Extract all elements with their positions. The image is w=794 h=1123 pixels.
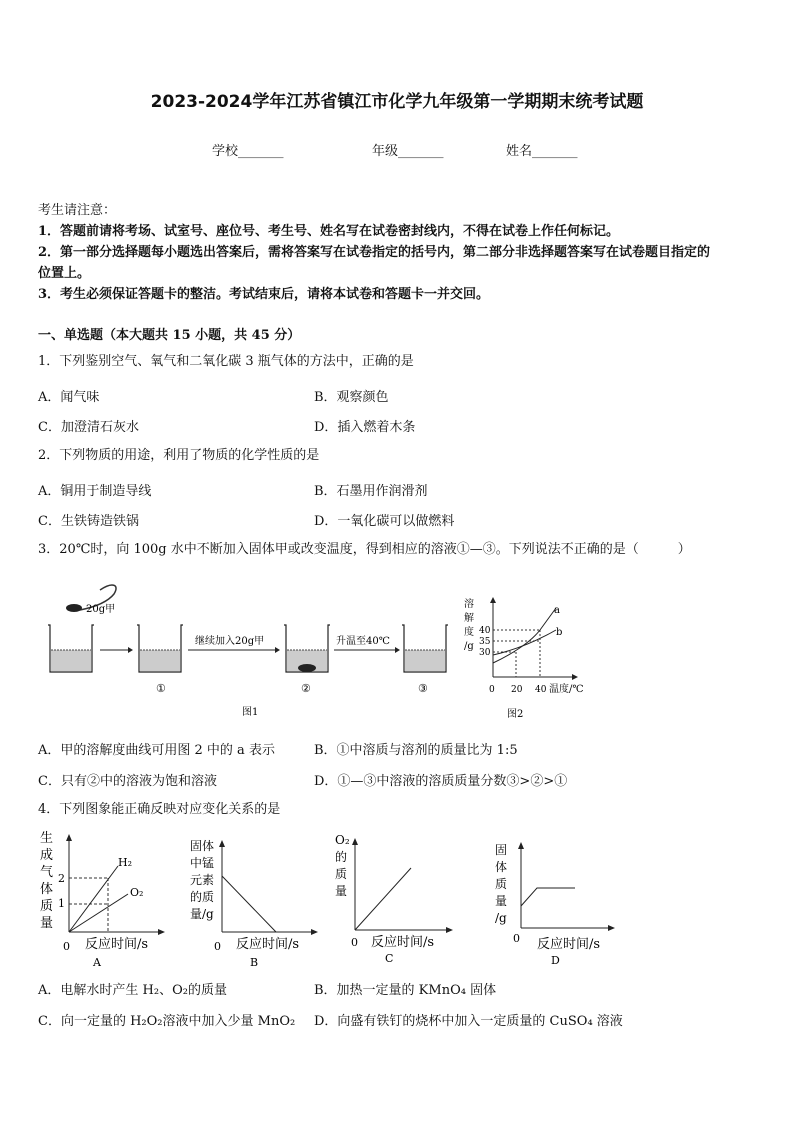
ga-ylabel-1: 成 — [40, 848, 54, 863]
notice-heading: 考生请注意： — [38, 203, 117, 218]
gc-ylabel-3: 量 — [335, 884, 348, 898]
fig2-ylabel-2: 度 — [464, 627, 474, 638]
q3-stem: 3．20℃时，向 100g 水中不断加入固体甲或改变温度，得到相应的溶液①—③。下列说法不正确的是（ ） — [38, 542, 691, 557]
q1-option-b: B．观察颜色 — [314, 390, 389, 405]
fig2-ylabel-1: 解 — [464, 613, 474, 624]
ga-ytick-1: 1 — [58, 897, 65, 910]
gb-xlabel: 反应时间/s — [236, 937, 300, 952]
q4-option-c: C．向一定量的 H₂O₂溶液中加入少量 MnO₂ — [38, 1014, 296, 1029]
gd-tag: D — [551, 954, 560, 967]
section-heading: 一、单选题（本大题共 15 小题，共 45 分） — [38, 328, 301, 343]
notice-item-2-cont: 位置上。 — [38, 266, 91, 281]
ga-line-o2 — [69, 894, 128, 932]
beaker-icon — [402, 625, 448, 672]
q3-option-d: D．①—③中溶液的溶质质量分数③>②>① — [314, 774, 568, 789]
gb-ylabel-3: 的质 — [190, 890, 215, 904]
ga-label-o2: O₂ — [130, 886, 144, 899]
fig2-label-b: b — [556, 627, 563, 638]
ga-origin: 0 — [63, 940, 70, 953]
gb-ylabel-4: 量/g — [190, 907, 214, 921]
solution-label-2: ② — [301, 682, 311, 695]
beaker-icon — [48, 625, 94, 672]
beaker-icon — [284, 625, 330, 672]
fig2-xtick-40: 40 — [535, 685, 547, 695]
gd-ylabel-1: 体 — [495, 860, 508, 874]
notice-item-2: 2．第一部分选择题每小题选出答案后，需将答案写在试卷指定的括号内，第二部分非选择题答案写在试卷题目指定的 — [38, 245, 711, 260]
gc-ylabel-1: 的 — [335, 850, 348, 864]
gb-origin: 0 — [214, 940, 221, 953]
q1-option-d: D．插入燃着木条 — [314, 420, 416, 435]
ga-tag: A — [93, 956, 101, 969]
q2-option-b: B．石墨用作润滑剂 — [314, 484, 428, 499]
ga-ylabel-0: 生 — [40, 831, 54, 846]
step-label-add: 继续加入20g甲 — [195, 636, 265, 647]
notice-item-3: 3．考生必须保证答题卡的整洁。考试结束后，请将本试卷和答题卡一并交回。 — [38, 287, 490, 302]
ga-ylabel-4: 质 — [40, 899, 54, 914]
fig2-ylabel-0: 溶 — [464, 599, 474, 610]
gd-origin: 0 — [513, 932, 520, 945]
q3-figure-2 — [460, 595, 600, 725]
q4-graph-b — [188, 836, 328, 971]
q2-option-a: A．铜用于制造导线 — [38, 484, 152, 499]
fig2-xtick-20: 20 — [511, 685, 523, 695]
q4-graph-d — [493, 838, 633, 968]
q3-option-b: B．①中溶质与溶剂的质量比为 1:5 — [314, 743, 518, 758]
q3-figure-1 — [40, 570, 500, 720]
q2-option-c: C．生铁铸造铁锅 — [38, 514, 139, 529]
spoon-label: 20g甲 — [86, 604, 116, 615]
gb-ylabel-2: 元素 — [190, 873, 215, 887]
fig2-label-a: a — [554, 605, 560, 616]
fig2-ytick-35: 35 — [479, 637, 491, 647]
gc-ylabel-2: 质 — [335, 867, 348, 881]
ga-ylabel-2: 气 — [40, 865, 54, 880]
ga-ylabel-3: 体 — [40, 882, 54, 897]
gd-ylabel-0: 固 — [495, 843, 508, 857]
beaker-icon — [137, 625, 183, 672]
school-field: 学校_______ — [212, 144, 284, 159]
q1-option-a: A．闻气味 — [38, 390, 100, 405]
gd-ylabel-3: 量 — [495, 894, 508, 908]
solution-label-3: ③ — [418, 682, 428, 695]
ga-ylabel-5: 量 — [40, 916, 54, 931]
q4-option-a: A．电解水时产生 H₂、O₂的质量 — [38, 983, 227, 998]
q3-option-a: A．甲的溶解度曲线可用图 2 中的 a 表示 — [38, 743, 275, 758]
q2-stem: 2．下列物质的用途，利用了物质的化学性质的是 — [38, 448, 320, 463]
q3-option-c: C．只有②中的溶液为饱和溶液 — [38, 774, 217, 789]
gc-tag: C — [385, 952, 394, 965]
q4-stem: 4．下列图象能正确反映对应变化关系的是 — [38, 802, 281, 817]
ga-ytick-2: 2 — [58, 872, 65, 885]
solution-label-1: ① — [156, 682, 166, 695]
fig2-ytick-30: 30 — [479, 648, 491, 658]
gc-line — [355, 868, 411, 930]
gd-ylabel-4: /g — [495, 911, 507, 925]
grade-field: 年级_______ — [372, 144, 444, 159]
gb-tag: B — [250, 956, 259, 969]
q1-option-c: C．加澄清石灰水 — [38, 420, 139, 435]
gb-line — [222, 876, 276, 932]
gc-xlabel: 反应时间/s — [371, 935, 435, 950]
fig2-ytick-40: 40 — [479, 626, 491, 636]
gb-ylabel-0: 固体 — [190, 839, 215, 853]
gb-ylabel-1: 中锰 — [190, 856, 215, 870]
q4-option-b: B．加热一定量的 KMnO₄ 固体 — [314, 983, 497, 998]
name-field: 姓名_______ — [506, 144, 578, 159]
ga-xlabel: 反应时间/s — [85, 937, 149, 952]
figure-1-caption: 图1 — [242, 707, 259, 718]
fig2-xlabel: 温度/℃ — [549, 684, 584, 695]
ga-line-h2 — [69, 866, 118, 932]
gc-ylabel-0: O₂ — [335, 833, 350, 847]
gc-origin: 0 — [351, 936, 358, 949]
fig2-xtick-0: 0 — [489, 685, 495, 695]
q1-stem: 1．下列鉴别空气、氧气和二氧化碳 3 瓶气体的方法中，正确的是 — [38, 354, 414, 369]
gd-ylabel-2: 质 — [495, 877, 508, 891]
q4-graph-c — [333, 828, 473, 968]
notice-item-1: 1．答题前请将考场、试室号、座位号、考生号、姓名写在试卷密封线内，不得在试卷上作任何标记。 — [38, 224, 620, 239]
gd-line — [521, 888, 575, 906]
q2-option-d: D．一氧化碳可以做燃料 — [314, 514, 455, 529]
q4-option-d: D．向盛有铁钉的烧杯中加入一定质量的 CuSO₄ 溶液 — [314, 1014, 623, 1029]
ga-label-h2: H₂ — [118, 856, 133, 869]
q4-graph-a — [36, 826, 186, 971]
page-title: 2023-2024学年江苏省镇江市化学九年级第一学期期末统考试题 — [150, 92, 644, 112]
fig2-ylabel-3: /g — [464, 641, 474, 652]
fig2-curve-b — [493, 630, 556, 655]
gd-xlabel: 反应时间/s — [537, 937, 601, 952]
step-label-heat: 升温至40℃ — [336, 636, 390, 647]
figure-2-caption: 图2 — [507, 709, 524, 720]
